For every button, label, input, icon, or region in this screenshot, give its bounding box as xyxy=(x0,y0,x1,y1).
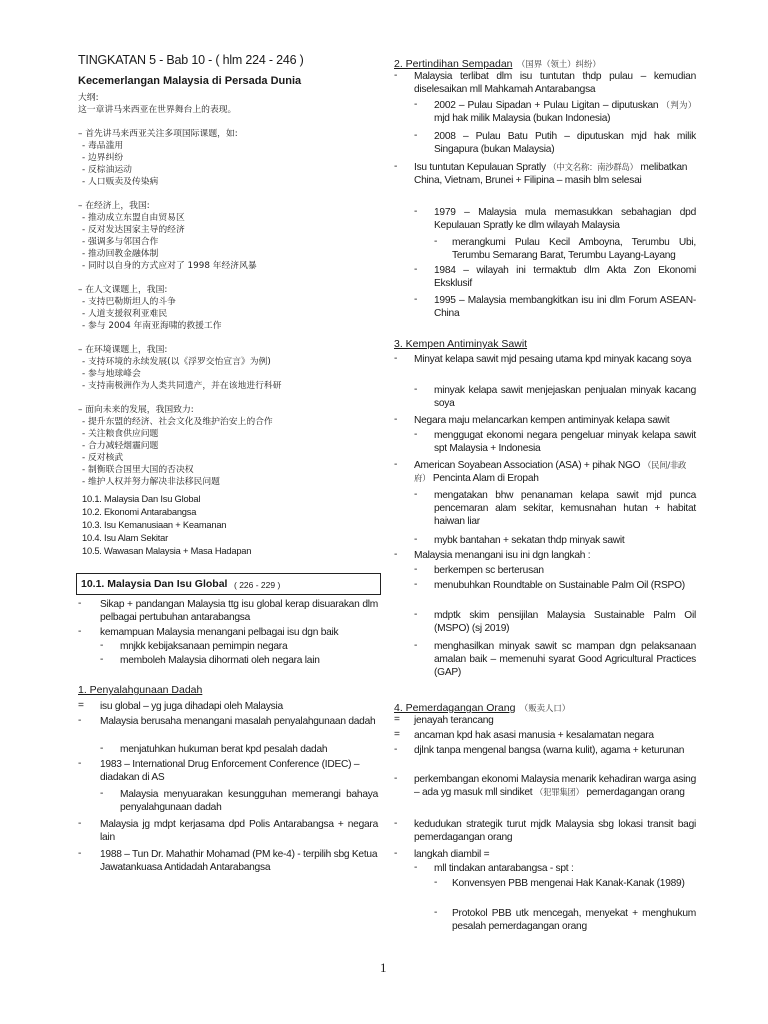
list-item: - 支持南极洲作为人类共同遗产，并在该地进行科研 xyxy=(82,381,282,391)
section-cn-note: （贩卖人口） xyxy=(519,703,571,713)
section-heading: 4. Pemerdagangan Orang xyxy=(394,702,516,714)
outline-intro: 这一章讲马来西亚在世界舞台上的表现。 xyxy=(78,105,237,115)
bullet-text: Minyat kelapa sawit mjd pesaing utama kpd minyak kacang soya xyxy=(414,354,692,365)
sub-bullet-text: menubuhkan Roundtable on Sustainable Palm Oil (RSPO) xyxy=(434,580,685,591)
sub-bullet-text: 2008 – Pulau Batu Putih – diputuskan mjd hak milik Singapura (bukan Malaysia) xyxy=(434,131,696,156)
toc-item: 10.5. Wawasan Malaysia + Masa Hadapan xyxy=(82,546,252,556)
sub-bullet-text: menjatuhkan hukuman berat kpd pesalah dadah xyxy=(120,744,328,755)
list-item: - 参与 2004 年南亚海啸的救援工作 xyxy=(82,321,222,331)
global-intro: – 首先讲马来西亚关注多项国际课题，如: xyxy=(78,129,238,139)
econ-intro: – 在经济上，我国: xyxy=(78,201,150,211)
sub-bullet-text: 1979 – Malaysia mula memasukkan sebahagian dpd Kepulauan Spratly ke dlm wilayah Malaysia xyxy=(434,207,696,232)
bullet-text: Malaysia terlibat dlm isu tuntutan thdp pulau – kemudian diselesaikan mll Mahkamah Antarabangsa xyxy=(414,71,696,96)
bullet-text: 1983 – International Drug Enforcement Conference (IDEC) – diadakan di AS xyxy=(100,759,360,784)
sub-sub-bullet-text: merangkumi Pulau Kecil Amboyna, Terumbu Ubi, Terumbu Semarang Barat, Terumbu Layang-Layang xyxy=(452,237,696,262)
bullet-text: Malaysia menangani isu ini dgn langkah : xyxy=(414,550,591,561)
sub-bullet-text: menghasilkan minyak sawit sc mampan dgn pelaksanaan amalan baik – memenuhi syarat Good Agricultural Practices (GAP) xyxy=(434,641,696,679)
bullet-text: kemampuan Malaysia menangani pelbagai isu dgn baik xyxy=(100,627,339,638)
list-item: - 强调多与邻国合作 xyxy=(82,237,159,247)
sub-bullet-text: mnjkk kebijaksanaan pemimpin negara xyxy=(120,641,288,652)
list-item: - 制衡联合国里大国的否决权 xyxy=(82,465,194,475)
list-item: - 反对发达国家主导的经济 xyxy=(82,225,185,235)
bullet-text: langkah diambil = xyxy=(414,849,490,860)
list-item: - 支持巴勒斯坦人的斗争 xyxy=(82,297,176,307)
list-item: - 合力减轻烟霾问题 xyxy=(82,441,159,451)
sub-bullet-text: mybk bantahan + sekatan thdp minyak sawit xyxy=(434,535,625,546)
chapter-subtitle: Kecemerlangan Malaysia di Persada Dunia xyxy=(78,75,302,87)
list-item: - 同时以自身的方式应对了 1998 年经济风暴 xyxy=(82,261,257,271)
toc-item: 10.3. Isu Kemanusiaan + Keamanan xyxy=(82,520,227,530)
sub-bullet-text: memboleh Malaysia dihormati oleh negara lain xyxy=(120,655,320,666)
page-number: 1 xyxy=(380,960,387,975)
list-item: - 维护人权并努力解决非法移民问题 xyxy=(82,477,220,487)
list-item: - 反对核武 xyxy=(82,453,124,463)
bullet-text: kedudukan strategik turut mjdk Malaysia sbg lokasi transit bagi pemerdagangan orang xyxy=(414,819,696,844)
bullet-text: 1988 – Tun Dr. Mahathir Mohamad (PM ke-4) - terpilih sbg Ketua Jawatankuasa Antidadah Antarabangsa xyxy=(100,849,378,874)
list-item: - 毒品滥用 xyxy=(82,141,124,151)
sub-sub-bullet-text: Konvensyen PBB mengenai Hak Kanak-Kanak (1989) xyxy=(452,878,685,889)
bullet-text: djlnk tanpa mengenal bangsa (warna kulit), agama + keturunan xyxy=(414,745,685,756)
list-item: - 提升东盟的经济、社会文化及维护治安上的合作 xyxy=(82,417,273,427)
chapter-title: TINGKATAN 5 - Bab 10 - ( hlm 224 - 246 ) xyxy=(78,53,304,67)
sub-bullet-text: minyak kelapa sawit menjejaskan penjualan minyak kacang soya xyxy=(434,385,696,410)
sub-bullet-text: menggugat ekonomi negara pengeluar minyak kelapa sawit spt Malaysia + Indonesia xyxy=(434,430,696,455)
section-cn-note: （国界（领土）纠纷） xyxy=(516,59,601,69)
bullet-text: American Soyabean Association (ASA) + pihak NGO （民间/非政府） Pencinta Alam di Eropah xyxy=(414,460,687,485)
bullet-text: jenayah terancang xyxy=(414,715,494,726)
list-item: - 推动回教金融体制 xyxy=(82,249,159,259)
list-item: - 关注粮食供应问题 xyxy=(82,429,159,439)
env-intro: – 在环境课题上，我国: xyxy=(78,345,168,355)
sub-sub-bullet-text: Protokol PBB utk mencegah, menyekat + menghukum pesalah pemerdagangan orang xyxy=(452,908,696,933)
bullet-text: Isu tuntutan Kepulauan Spratly （中文名称：南沙群岛） melibatkan China, Vietnam, Brunei + Filipina – masih blm selesai xyxy=(414,162,688,187)
bullet-text: Negara maju melancarkan kempen antiminyak kelapa sawit xyxy=(414,415,670,426)
section-pages: ( 226 - 229 ) xyxy=(234,580,281,590)
section-heading: 1. Penyalahgunaan Dadah xyxy=(78,684,203,696)
human-intro: – 在人文课题上，我国: xyxy=(78,285,168,295)
section-heading: 10.1. Malaysia Dan Isu Global xyxy=(81,578,228,590)
bullet-text: Malaysia berusaha menangani masalah penyalahgunaan dadah xyxy=(100,716,376,727)
sub-bullet-text: 1984 – wilayah ini termaktub dlm Akta Zon Ekonomi Eksklusif xyxy=(434,265,696,290)
outline-label: 大纲: xyxy=(78,93,99,103)
list-item: - 推动成立东盟自由贸易区 xyxy=(82,213,185,223)
toc-item: 10.2. Ekonomi Antarabangsa xyxy=(82,507,197,517)
sub-bullet-text: berkempen sc berterusan xyxy=(434,565,544,576)
list-item: - 参与地球峰会 xyxy=(82,369,141,379)
list-item: - 人口贩卖及传染病 xyxy=(82,177,159,187)
section-heading: 3. Kempen Antiminyak Sawit xyxy=(394,338,528,350)
toc-item: 10.1. Malaysia Dan Isu Global xyxy=(82,494,201,504)
list-item: - 支持环境的永续发展(以《浮罗交怡宣言》为例) xyxy=(82,357,271,367)
bullet-text: ancaman kpd hak asasi manusia + kesalamatan negara xyxy=(414,730,654,741)
sub-bullet-text: mll tindakan antarabangsa - spt : xyxy=(434,863,574,874)
list-item: - 反棕油运动 xyxy=(82,165,132,175)
bullet-text: isu global – yg juga dihadapi oleh Malaysia xyxy=(100,701,283,712)
sub-bullet-text: 2002 – Pulau Sipadan + Pulau Ligitan – diputuskan （判为） mjd hak milik Malaysia (bukan Indonesia) xyxy=(434,100,696,125)
list-item: - 人道支援叙利亚难民 xyxy=(82,309,168,319)
bullet-text: Sikap + pandangan Malaysia ttg isu global kerap disuarakan dlm pelbagai pertubuhan antarabangsa xyxy=(100,599,378,624)
future-intro: – 面向未来的发展，我国致力: xyxy=(78,405,194,415)
toc-item: 10.4. Isu Alam Sekitar xyxy=(82,533,169,543)
sub-bullet-text: mdptk skim pensijilan Malaysia Sustainable Palm Oil (MSPO) (sj 2019) xyxy=(434,610,696,635)
bullet-text: Malaysia jg mdpt kerjasama dpd Polis Antarabangsa + negara lain xyxy=(100,819,378,844)
sub-bullet-text: 1995 – Malaysia membangkitkan isu ini dlm Forum ASEAN-China xyxy=(434,295,696,320)
bullet-text: perkembangan ekonomi Malaysia menarik kehadiran warga asing – ada yg masuk mll sindiket （犯罪集团） pemerdagangan orang xyxy=(414,774,696,799)
sub-bullet-text: mengatakan bhw penanaman kelapa sawit mjd punca pencemaran alam sekitar, kemusnahan hutan + habitat haiwan liar xyxy=(434,490,696,528)
list-item: - 边界纠纷 xyxy=(82,153,124,163)
section-heading: 2. Pertindihan Sempadan xyxy=(394,58,513,70)
sub-bullet-text: Malaysia menyuarakan kesungguhan memerangi bahaya penyalahgunaan dadah xyxy=(120,789,378,814)
